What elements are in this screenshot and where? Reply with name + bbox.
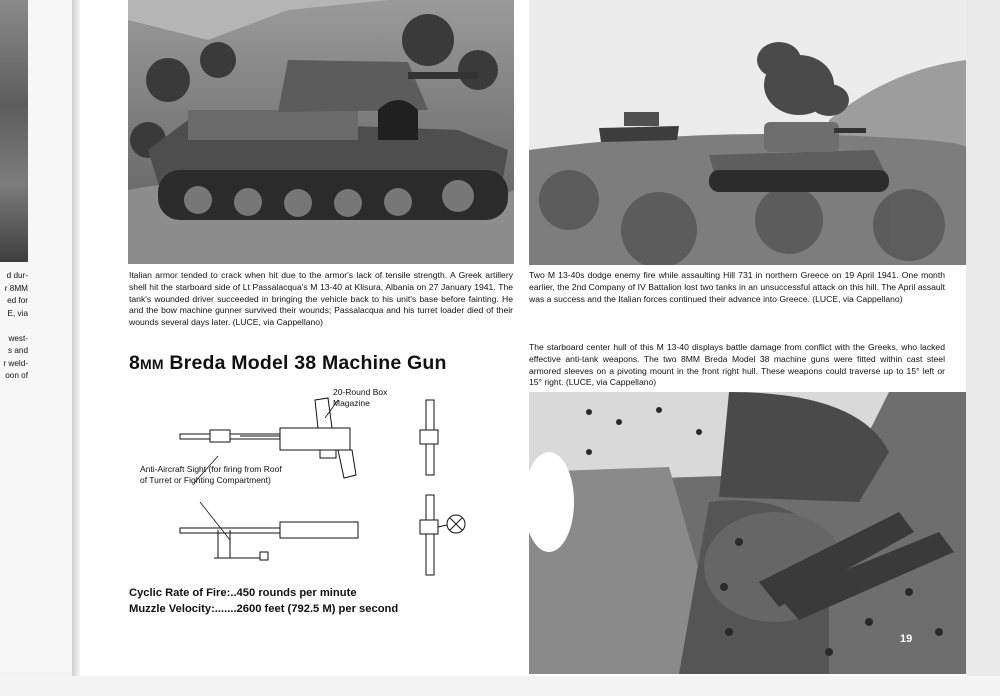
section-title <box>129 352 447 375</box>
prev-line: E, via <box>7 308 28 318</box>
caption-hill-731: Two M 13-40s dodge enemy fire while assaulting Hill 731 in northern Greece on 19 April 1941. One month earlier, the 2nd Company of IV Battalion lost two tanks in an unsuccessful attack on this hill. The April assault was a success and the Italian forces continued their advance into Greece. (LUCE, via Cappellano) <box>529 270 945 304</box>
caption-hull-damage: The starboard center hull of this M 13-40 displays battle damage from conflict with the Greeks, who lacked effective anti-tank weapons. The two 8MM Breda Model 38 machine guns were fitted within cast steel armored sleeves on a pivoting mount in the front right hull. These weapons could traverse up to 15° left or 15° right. (LUCE, via Cappellano) <box>529 342 945 388</box>
previous-page-strip <box>0 0 72 672</box>
spec-rate-of-fire: Cyclic Rate of Fire:..450 rounds per minute <box>129 587 357 599</box>
damaged-tank-image <box>128 0 514 264</box>
gun-front-view <box>420 400 438 475</box>
prev-line: r 8MM <box>4 283 28 293</box>
gun-sight-side-view <box>180 522 358 560</box>
prev-line <box>0 320 28 333</box>
previous-page-text <box>0 270 28 383</box>
photo-damaged-tank <box>128 0 514 264</box>
prev-line: ed for <box>7 296 28 305</box>
prev-line: oon of <box>5 371 28 380</box>
prev-line: r weld- <box>3 358 28 368</box>
hill-731-image <box>529 0 966 265</box>
page-number: 19 <box>900 633 913 645</box>
prev-line: s and <box>7 346 28 355</box>
hull-closeup-image <box>529 392 966 674</box>
title-text: Breda Model 38 Machine Gun <box>163 352 447 374</box>
spec-muzzle-velocity: Muzzle Velocity:.......2600 feet (792.5 M) per second <box>129 603 399 615</box>
title-unit: MM <box>140 356 164 372</box>
caption-damaged-tank: Italian armor tended to crack when hit due to the armor's lack of tensile strength. A Greek artillery shell hit the starboard side of Lt Passalacqua's M 13-40 at Klisura, Albania on 27 January 1941. The tank's wounded driver succeeded in bringing the vehicle back to his unit's base before fainting. He and the bow machine gunner survived their wounds; Passalacqua and his turret loader died of their wounds several days later. (LUCE, via Cappellano) <box>129 270 513 328</box>
prev-line: d dur- <box>6 271 28 280</box>
prev-line: west- <box>8 333 28 343</box>
title-caliber: 8 <box>129 352 141 374</box>
right-scan-margin <box>966 0 1000 696</box>
gun-sight-front-view <box>420 495 465 575</box>
label-box-magazine: 20-Round Box Magazine <box>333 387 388 408</box>
photo-tanks-hill-731 <box>529 0 966 265</box>
label-aa-sight: Anti-Aircraft Sight (for firing from Roof of Turret or Fighting Compartment) <box>140 464 282 485</box>
photo-hull-closeup <box>529 392 966 674</box>
previous-page-photo <box>0 0 28 262</box>
bottom-scan-margin <box>0 676 1000 696</box>
